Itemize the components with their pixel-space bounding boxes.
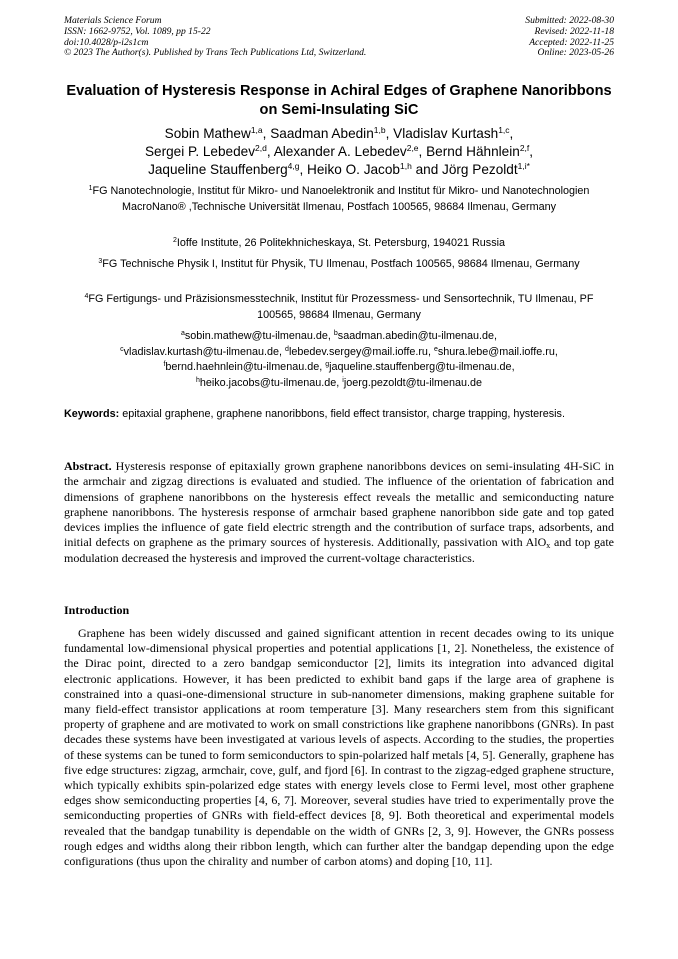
keywords-text: epitaxial graphene, graphene nanoribbons, field effect transistor, charge trapping, hysteresis. [122, 408, 565, 420]
email-d[interactable]: lebedev.sergey@mail.ioffe.ru [288, 345, 428, 358]
affiliation-4: $^4$FG Fertigungs- und Präzisionsmesstechnik, Institut für Prozessmess- und Sensortechnik, TU Ilmenau, PF 100565, 98684 Ilmenau, Germany [84, 293, 594, 321]
journal-issn: ISSN: 1662-9752, Vol. 1089, pp 15-22 [64, 25, 211, 37]
online-date: Online: 2023-05-26 [537, 47, 614, 59]
affiliation-1: $^1$FG Nanotechnologie, Institut für Mikro- und Nanoelektronik and Institut für Mikro- und Nanotechnologien MacroNano® ,Technische Universität Ilmenau, Postfach 100565, 98684 Ilmenau, Germany [88, 185, 590, 213]
author: Sobin Mathew$^{1,a}$, [164, 125, 271, 141]
paper-title: Evaluation of Hysteresis Response in Achiral Edges of Graphene Nanoribbons on Semi-Insulating SiC [66, 83, 612, 118]
journal-info [64, 16, 366, 59]
author: Saadman Abedin$^{1,b}$, [270, 125, 394, 141]
email-f[interactable]: bernd.haehnlein@tu-ilmenau.de [165, 361, 320, 373]
author: Jörg Pezoldt$^{1,i*}$ [442, 160, 530, 177]
author: Sergei P. Lebedev$^{2,d}$, [144, 142, 274, 159]
email-a[interactable]: sobin.mathew@tu-ilmenau.de [184, 330, 328, 342]
affiliation-3: $^3$FG Technische Physik I, Institut für Physik, TU Ilmenau, Postfach 100565, 98684 Ilmenau, Germany [98, 258, 580, 270]
email-b[interactable]: saadman.abedin@tu-ilmenau.de [337, 330, 495, 342]
author: Vladislav Kurtash$^{1,c}$, [393, 125, 514, 141]
submitted-date: Submitted: 2022-08-30 [525, 15, 614, 26]
accepted-date: Accepted: 2022-11-25 [529, 36, 614, 48]
journal-name: Materials Science Forum [64, 15, 162, 26]
author-list [64, 125, 614, 178]
journal-doi: doi:10.4028/p-i2s1cm [64, 36, 149, 48]
revised-date: Revised: 2022-11-18 [534, 25, 614, 37]
author: Heiko O. Jacob$^{1,h}$ and [307, 160, 443, 177]
abstract-label: Abstract. [64, 459, 112, 473]
keywords-label: Keywords: [64, 408, 120, 420]
copyright-line: © 2023 The Author(s). Published by Trans Tech Publications Ltd, Switzerland. [64, 47, 367, 59]
section-heading-introduction: Introduction [64, 603, 130, 617]
email-c[interactable]: vladislav.kurtash@tu-ilmenau.de [123, 345, 280, 358]
email-h[interactable]: heiko.jacobs@tu-ilmenau.de [199, 376, 337, 389]
email-g[interactable]: jaqueline.stauffenberg@tu-ilmenau.de [329, 361, 512, 373]
email-list: $^a$sobin.mathew@tu-ilmenau.de, $^b$saadman.abedin@tu-ilmenau.de, $^c$vladislav.kurtash@tu-ilmenau.de, $^d$lebedev.sergey@mail.ioffe.ru, $^e$shura.lebe@mail.ioffe.ru, $^f$bernd.haehnlein@tu-ilmenau.de, $^g$jaqueline.stauffenberg@tu-ilmenau.de, $^h$heiko.jacobs@tu-ilmenau.de, $^i$joerg.pezoldt@tu-ilmenau.de [120, 330, 558, 389]
author: Jaqueline Stauffenberg$^{4,g}$, [148, 160, 308, 177]
publication-dates [525, 16, 614, 59]
affiliation-2: $^2$Ioffe Institute, 26 Politekhnicheskaya, St. Petersburg, 194021 Russia [172, 237, 505, 249]
keywords [64, 407, 614, 423]
abstract: Abstract. Hysteresis response of epitaxially grown graphene nanoribbons devices on semi-insulating 4H-SiC in the armchair and zigzag directions is evaluated and studied. The influence of the orientation of fabrication and dimensions of graphene nanoribbons on the hysteresis effect reveals the metallic and semiconducting nature graphene nanoribbons. The hysteresis response of armchair based graphene nanoribbon side gate and top gated devices implies the influence of gate field electric strength and the contribution of surface traps, adsorbents, and initial defects on graphene as the primary sources of hysteresis. Additionally, passivation with AlO$_x$ and top gate modulation decreased the hysteresis and improved the current-voltage characteristics. [64, 459, 614, 565]
email-i[interactable]: joerg.pezoldt@tu-ilmenau.de [343, 376, 483, 389]
author: Alexander A. Lebedev$^{2,e}$, [273, 142, 427, 159]
introduction-paragraph: Graphene has been widely discussed and gained significant attention in recent decades owing to its unique fundamental low-dimensional physical properties and potential applications [1, 2]. Nonetheless, the existence of the Dirac point, directed to a zero bandgap semiconductor [2], limits its integration into advanced digital electronic applications. However, it has been predicted to exhibit band gaps if the large area of graphene is constrained into a quasi-one-dimensional structure in sub-nanometer dimensions, making graphene suitable for many field-effect transistor applications at room temperature [3]. Many researchers stem from this significant property of graphene and are motivated to work on small constrictions like graphene nanoribbons (GNRs). In past decades these systems have been investigated at various levels of aspects. According to the studies, the properties of these systems can be tuned to form semiconductors to spin-polarized half metals [4, 5]. Generally, graphene has five edge structures: zigzag, armchair, cove, gulf, and fjord [6]. In contrast to the zigzag-edged graphene structure, which typically exhibits spin-polarized edge states with energy levels close to Fermi level, most other graphene edges show semiconducting properties [4, 6, 7]. Moreover, several studies have tried to experimentally prove the semiconducting properties of GNRs with field-effect devices [8, 9]. Both theoretical and experimental models revealed that the bandgap tunability is dependable on the width of GNRs [2, 3, 9]. However, the GNRs possess rough edges and widths along their ribbon length, which can further alter the bandgap depending upon the edge configurations (thus upon the chirality and number of carbon atoms) and doping [10, 11]. [64, 626, 614, 869]
author: Bernd Hähnlein$^{2,f}$, [426, 142, 534, 159]
email-e[interactable]: shura.lebe@mail.ioffe.ru [437, 345, 555, 358]
